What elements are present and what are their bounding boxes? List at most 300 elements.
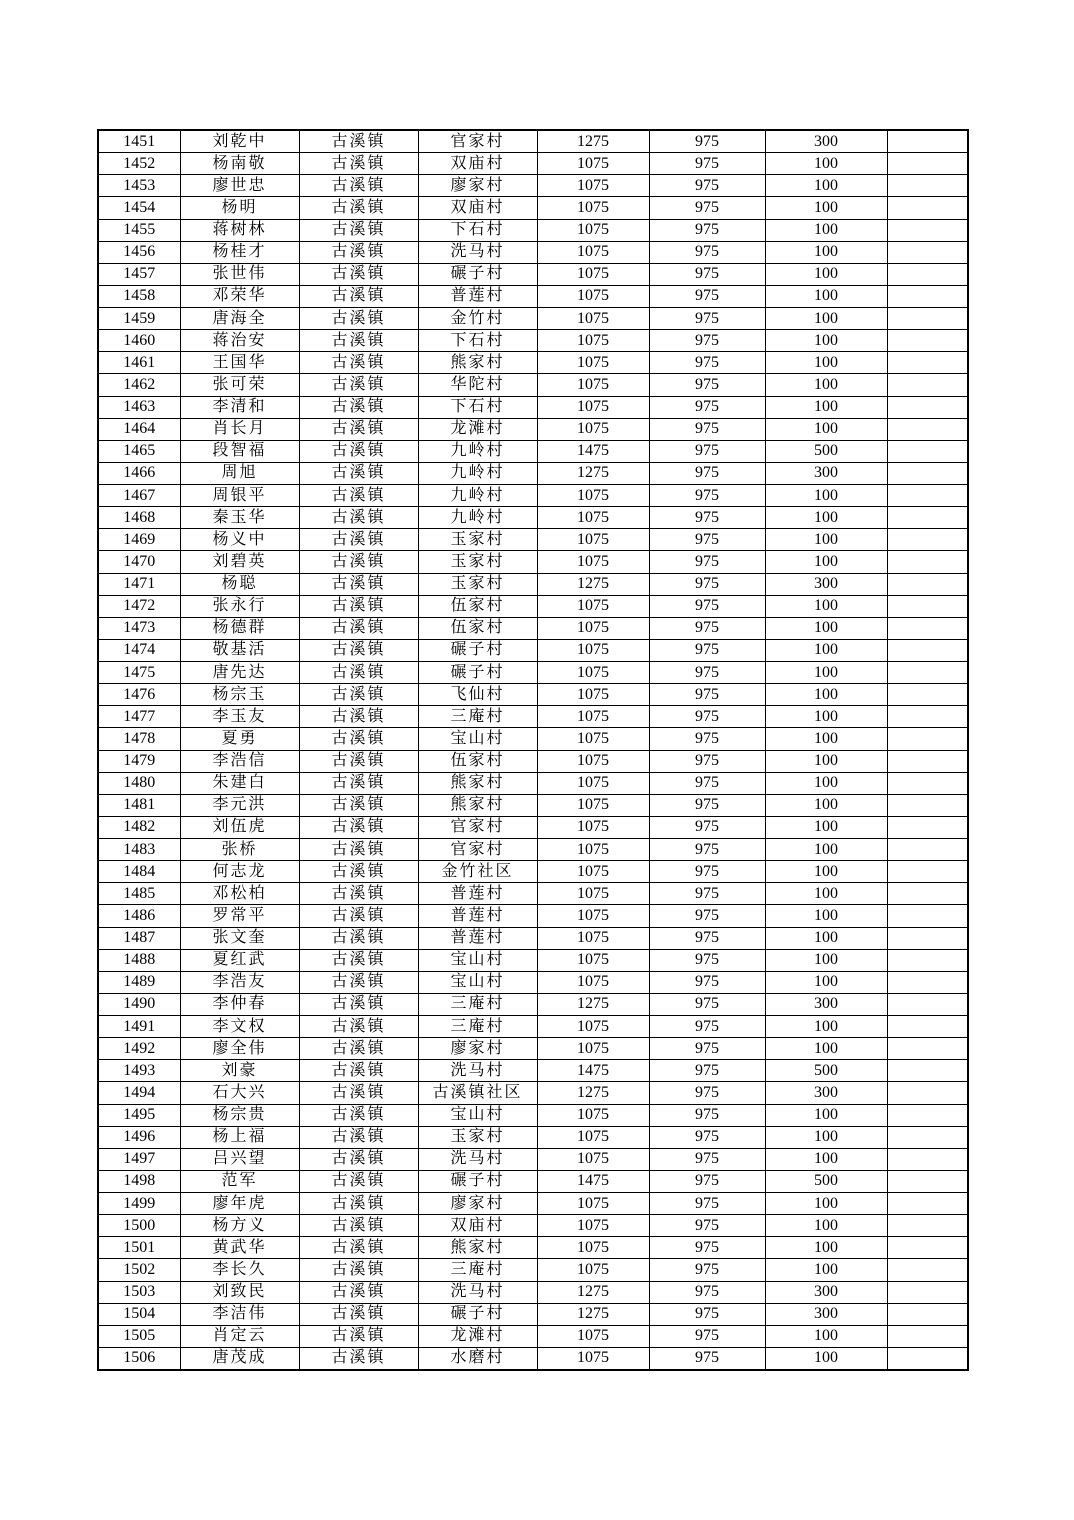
amount-base-cell: 975	[649, 507, 765, 529]
amount-base-cell: 975	[649, 529, 765, 551]
village-cell: 水磨村	[418, 1347, 537, 1370]
table-row	[98, 507, 968, 529]
amount-extra-cell: 100	[765, 684, 887, 706]
table-row	[98, 617, 968, 639]
remark-cell	[887, 1060, 968, 1082]
amount-total-cell: 1075	[537, 1347, 649, 1370]
town-cell: 古溪镇	[299, 816, 418, 838]
remark-cell	[887, 219, 968, 241]
town-cell: 古溪镇	[299, 197, 418, 219]
row-number-cell: 1469	[98, 529, 180, 551]
row-number-cell: 1465	[98, 440, 180, 462]
row-number-cell: 1498	[98, 1170, 180, 1192]
table-row	[98, 418, 968, 440]
amount-base-cell: 975	[649, 485, 765, 507]
town-cell: 古溪镇	[299, 529, 418, 551]
table-row	[98, 1215, 968, 1237]
amount-base-cell: 975	[649, 241, 765, 263]
amount-total-cell: 1075	[537, 1016, 649, 1038]
name-cell: 廖世忠	[180, 175, 299, 197]
amount-base-cell: 975	[649, 330, 765, 352]
row-number-cell: 1492	[98, 1038, 180, 1060]
row-number-cell: 1476	[98, 684, 180, 706]
row-number-cell: 1495	[98, 1104, 180, 1126]
table-row	[98, 772, 968, 794]
amount-base-cell: 975	[649, 374, 765, 396]
name-cell: 夏勇	[180, 728, 299, 750]
village-cell: 双庙村	[418, 1215, 537, 1237]
amount-extra-cell: 100	[765, 241, 887, 263]
name-cell: 张文奎	[180, 927, 299, 949]
village-cell: 宝山村	[418, 971, 537, 993]
town-cell: 古溪镇	[299, 1281, 418, 1303]
amount-extra-cell: 100	[765, 1259, 887, 1281]
town-cell: 古溪镇	[299, 839, 418, 861]
amount-base-cell: 975	[649, 662, 765, 684]
remark-cell	[887, 816, 968, 838]
amount-base-cell: 975	[649, 308, 765, 330]
village-cell: 九岭村	[418, 462, 537, 484]
town-cell: 古溪镇	[299, 905, 418, 927]
amount-extra-cell: 500	[765, 1060, 887, 1082]
amount-extra-cell: 300	[765, 1082, 887, 1104]
village-cell: 三庵村	[418, 1016, 537, 1038]
table-row	[98, 1325, 968, 1347]
amount-extra-cell: 100	[765, 352, 887, 374]
amount-base-cell: 975	[649, 1215, 765, 1237]
remark-cell	[887, 949, 968, 971]
town-cell: 古溪镇	[299, 573, 418, 595]
remark-cell	[887, 971, 968, 993]
town-cell: 古溪镇	[299, 728, 418, 750]
row-number-cell: 1501	[98, 1237, 180, 1259]
amount-extra-cell: 100	[765, 219, 887, 241]
amount-base-cell: 975	[649, 352, 765, 374]
remark-cell	[887, 728, 968, 750]
amount-base-cell: 975	[649, 1060, 765, 1082]
name-cell: 杨上福	[180, 1126, 299, 1148]
town-cell: 古溪镇	[299, 330, 418, 352]
table-row	[98, 374, 968, 396]
table-row	[98, 905, 968, 927]
village-cell: 碾子村	[418, 263, 537, 285]
row-number-cell: 1457	[98, 263, 180, 285]
table-row	[98, 1347, 968, 1370]
remark-cell	[887, 839, 968, 861]
town-cell: 古溪镇	[299, 175, 418, 197]
town-cell: 古溪镇	[299, 1325, 418, 1347]
village-cell: 古溪镇社区	[418, 1082, 537, 1104]
table-row	[98, 308, 968, 330]
table-row	[98, 839, 968, 861]
amount-extra-cell: 100	[765, 529, 887, 551]
village-cell: 玉家村	[418, 573, 537, 595]
village-cell: 官家村	[418, 130, 537, 153]
name-cell: 段智福	[180, 440, 299, 462]
amount-total-cell: 1075	[537, 153, 649, 175]
amount-extra-cell: 100	[765, 1347, 887, 1370]
row-number-cell: 1483	[98, 839, 180, 861]
row-number-cell: 1479	[98, 750, 180, 772]
village-cell: 熊家村	[418, 772, 537, 794]
amount-base-cell: 975	[649, 595, 765, 617]
amount-extra-cell: 300	[765, 130, 887, 153]
village-cell: 龙滩村	[418, 418, 537, 440]
amount-extra-cell: 100	[765, 1016, 887, 1038]
remark-cell	[887, 595, 968, 617]
row-number-cell: 1491	[98, 1016, 180, 1038]
remark-cell	[887, 1082, 968, 1104]
amount-extra-cell: 100	[765, 396, 887, 418]
amount-base-cell: 975	[649, 927, 765, 949]
amount-extra-cell: 100	[765, 485, 887, 507]
remark-cell	[887, 1303, 968, 1325]
town-cell: 古溪镇	[299, 285, 418, 307]
name-cell: 张世伟	[180, 263, 299, 285]
name-cell: 肖定云	[180, 1325, 299, 1347]
amount-base-cell: 975	[649, 440, 765, 462]
remark-cell	[887, 263, 968, 285]
remark-cell	[887, 639, 968, 661]
table-row	[98, 1060, 968, 1082]
amount-base-cell: 975	[649, 1104, 765, 1126]
amount-total-cell: 1075	[537, 595, 649, 617]
amount-total-cell: 1075	[537, 684, 649, 706]
town-cell: 古溪镇	[299, 684, 418, 706]
town-cell: 古溪镇	[299, 706, 418, 728]
town-cell: 古溪镇	[299, 1104, 418, 1126]
amount-total-cell: 1075	[537, 197, 649, 219]
row-number-cell: 1468	[98, 507, 180, 529]
table-row	[98, 1038, 968, 1060]
name-cell: 杨明	[180, 197, 299, 219]
table-body	[98, 130, 968, 1370]
amount-total-cell: 1275	[537, 1281, 649, 1303]
table-row	[98, 949, 968, 971]
town-cell: 古溪镇	[299, 1148, 418, 1170]
row-number-cell: 1499	[98, 1193, 180, 1215]
row-number-cell: 1452	[98, 153, 180, 175]
remark-cell	[887, 993, 968, 1015]
amount-extra-cell: 100	[765, 285, 887, 307]
name-cell: 王国华	[180, 352, 299, 374]
amount-total-cell: 1075	[537, 507, 649, 529]
town-cell: 古溪镇	[299, 551, 418, 573]
table-row	[98, 440, 968, 462]
name-cell: 杨方义	[180, 1215, 299, 1237]
remark-cell	[887, 175, 968, 197]
row-number-cell: 1485	[98, 883, 180, 905]
name-cell: 杨德群	[180, 617, 299, 639]
name-cell: 李仲春	[180, 993, 299, 1015]
remark-cell	[887, 462, 968, 484]
village-cell: 熊家村	[418, 794, 537, 816]
remark-cell	[887, 706, 968, 728]
amount-extra-cell: 500	[765, 440, 887, 462]
amount-base-cell: 975	[649, 1082, 765, 1104]
row-number-cell: 1472	[98, 595, 180, 617]
name-cell: 蒋治安	[180, 330, 299, 352]
amount-extra-cell: 100	[765, 1038, 887, 1060]
amount-extra-cell: 300	[765, 573, 887, 595]
amount-extra-cell: 100	[765, 706, 887, 728]
remark-cell	[887, 285, 968, 307]
amount-extra-cell: 100	[765, 639, 887, 661]
name-cell: 廖年虎	[180, 1193, 299, 1215]
remark-cell	[887, 153, 968, 175]
remark-cell	[887, 529, 968, 551]
village-cell: 碾子村	[418, 1303, 537, 1325]
row-number-cell: 1496	[98, 1126, 180, 1148]
remark-cell	[887, 1016, 968, 1038]
amount-base-cell: 975	[649, 1347, 765, 1370]
amount-base-cell: 975	[649, 130, 765, 153]
amount-total-cell: 1075	[537, 617, 649, 639]
amount-base-cell: 975	[649, 839, 765, 861]
name-cell: 张桥	[180, 839, 299, 861]
amount-extra-cell: 100	[765, 617, 887, 639]
amount-total-cell: 1075	[537, 1193, 649, 1215]
amount-total-cell: 1275	[537, 462, 649, 484]
name-cell: 蒋树林	[180, 219, 299, 241]
amount-total-cell: 1075	[537, 750, 649, 772]
town-cell: 古溪镇	[299, 927, 418, 949]
remark-cell	[887, 1148, 968, 1170]
row-number-cell: 1493	[98, 1060, 180, 1082]
amount-total-cell: 1075	[537, 662, 649, 684]
amount-base-cell: 975	[649, 418, 765, 440]
remark-cell	[887, 1281, 968, 1303]
town-cell: 古溪镇	[299, 750, 418, 772]
village-cell: 玉家村	[418, 529, 537, 551]
amount-base-cell: 975	[649, 285, 765, 307]
village-cell: 三庵村	[418, 1259, 537, 1281]
village-cell: 洗马村	[418, 1060, 537, 1082]
remark-cell	[887, 1347, 968, 1370]
amount-extra-cell: 100	[765, 374, 887, 396]
remark-cell	[887, 1038, 968, 1060]
amount-total-cell: 1475	[537, 1170, 649, 1192]
name-cell: 石大兴	[180, 1082, 299, 1104]
amount-extra-cell: 100	[765, 1126, 887, 1148]
village-cell: 金竹村	[418, 308, 537, 330]
town-cell: 古溪镇	[299, 308, 418, 330]
village-cell: 宝山村	[418, 949, 537, 971]
name-cell: 张永行	[180, 595, 299, 617]
town-cell: 古溪镇	[299, 1303, 418, 1325]
amount-total-cell: 1075	[537, 529, 649, 551]
name-cell: 范军	[180, 1170, 299, 1192]
town-cell: 古溪镇	[299, 219, 418, 241]
row-number-cell: 1500	[98, 1215, 180, 1237]
table-row	[98, 197, 968, 219]
table-row	[98, 219, 968, 241]
name-cell: 刘致民	[180, 1281, 299, 1303]
town-cell: 古溪镇	[299, 883, 418, 905]
amount-extra-cell: 300	[765, 1303, 887, 1325]
row-number-cell: 1478	[98, 728, 180, 750]
remark-cell	[887, 1215, 968, 1237]
row-number-cell: 1473	[98, 617, 180, 639]
name-cell: 朱建白	[180, 772, 299, 794]
village-cell: 官家村	[418, 816, 537, 838]
table-row	[98, 153, 968, 175]
town-cell: 古溪镇	[299, 1237, 418, 1259]
amount-total-cell: 1075	[537, 1104, 649, 1126]
name-cell: 李文权	[180, 1016, 299, 1038]
town-cell: 古溪镇	[299, 374, 418, 396]
village-cell: 普莲村	[418, 905, 537, 927]
table-row	[98, 573, 968, 595]
name-cell: 杨聪	[180, 573, 299, 595]
village-cell: 九岭村	[418, 440, 537, 462]
village-cell: 伍家村	[418, 617, 537, 639]
amount-base-cell: 975	[649, 993, 765, 1015]
town-cell: 古溪镇	[299, 263, 418, 285]
row-number-cell: 1503	[98, 1281, 180, 1303]
name-cell: 刘伍虎	[180, 816, 299, 838]
amount-base-cell: 975	[649, 1303, 765, 1325]
amount-extra-cell: 100	[765, 551, 887, 573]
town-cell: 古溪镇	[299, 639, 418, 661]
village-cell: 普莲村	[418, 927, 537, 949]
town-cell: 古溪镇	[299, 130, 418, 153]
name-cell: 李洁伟	[180, 1303, 299, 1325]
remark-cell	[887, 772, 968, 794]
village-cell: 官家村	[418, 839, 537, 861]
amount-extra-cell: 100	[765, 949, 887, 971]
village-cell: 宝山村	[418, 1104, 537, 1126]
town-cell: 古溪镇	[299, 241, 418, 263]
name-cell: 杨义中	[180, 529, 299, 551]
name-cell: 张可荣	[180, 374, 299, 396]
town-cell: 古溪镇	[299, 1215, 418, 1237]
town-cell: 古溪镇	[299, 1126, 418, 1148]
amount-total-cell: 1075	[537, 1148, 649, 1170]
row-number-cell: 1461	[98, 352, 180, 374]
town-cell: 古溪镇	[299, 794, 418, 816]
row-number-cell: 1453	[98, 175, 180, 197]
row-number-cell: 1477	[98, 706, 180, 728]
table-row	[98, 1259, 968, 1281]
amount-extra-cell: 300	[765, 1281, 887, 1303]
name-cell: 秦玉华	[180, 507, 299, 529]
amount-extra-cell: 100	[765, 175, 887, 197]
town-cell: 古溪镇	[299, 1060, 418, 1082]
amount-total-cell: 1075	[537, 639, 649, 661]
amount-total-cell: 1075	[537, 728, 649, 750]
amount-total-cell: 1275	[537, 573, 649, 595]
table-row	[98, 462, 968, 484]
amount-extra-cell: 100	[765, 1148, 887, 1170]
row-number-cell: 1481	[98, 794, 180, 816]
amount-total-cell: 1275	[537, 130, 649, 153]
row-number-cell: 1471	[98, 573, 180, 595]
amount-base-cell: 975	[649, 1259, 765, 1281]
village-cell: 下石村	[418, 219, 537, 241]
remark-cell	[887, 1237, 968, 1259]
amount-base-cell: 975	[649, 883, 765, 905]
village-cell: 洗马村	[418, 241, 537, 263]
amount-total-cell: 1075	[537, 330, 649, 352]
row-number-cell: 1470	[98, 551, 180, 573]
remark-cell	[887, 905, 968, 927]
town-cell: 古溪镇	[299, 507, 418, 529]
remark-cell	[887, 1259, 968, 1281]
name-cell: 唐海全	[180, 308, 299, 330]
town-cell: 古溪镇	[299, 1170, 418, 1192]
amount-base-cell: 975	[649, 153, 765, 175]
amount-extra-cell: 100	[765, 263, 887, 285]
amount-base-cell: 975	[649, 197, 765, 219]
village-cell: 下石村	[418, 396, 537, 418]
amount-extra-cell: 500	[765, 1170, 887, 1192]
amount-base-cell: 975	[649, 1325, 765, 1347]
town-cell: 古溪镇	[299, 462, 418, 484]
table-row	[98, 1016, 968, 1038]
amount-base-cell: 975	[649, 772, 765, 794]
village-cell: 九岭村	[418, 485, 537, 507]
row-number-cell: 1451	[98, 130, 180, 153]
village-cell: 廖家村	[418, 1193, 537, 1215]
amount-total-cell: 1075	[537, 971, 649, 993]
amount-total-cell: 1475	[537, 440, 649, 462]
row-number-cell: 1497	[98, 1148, 180, 1170]
amount-extra-cell: 100	[765, 971, 887, 993]
town-cell: 古溪镇	[299, 1016, 418, 1038]
amount-total-cell: 1075	[537, 816, 649, 838]
name-cell: 吕兴望	[180, 1148, 299, 1170]
village-cell: 碾子村	[418, 662, 537, 684]
amount-base-cell: 975	[649, 639, 765, 661]
amount-extra-cell: 100	[765, 1325, 887, 1347]
amount-extra-cell: 100	[765, 927, 887, 949]
amount-total-cell: 1075	[537, 175, 649, 197]
village-cell: 熊家村	[418, 352, 537, 374]
row-number-cell: 1464	[98, 418, 180, 440]
amount-extra-cell: 100	[765, 772, 887, 794]
amount-base-cell: 975	[649, 750, 765, 772]
remark-cell	[887, 308, 968, 330]
table-row	[98, 728, 968, 750]
village-cell: 碾子村	[418, 1170, 537, 1192]
table-row	[98, 1237, 968, 1259]
amount-extra-cell: 100	[765, 1104, 887, 1126]
amount-total-cell: 1075	[537, 949, 649, 971]
amount-base-cell: 975	[649, 949, 765, 971]
town-cell: 古溪镇	[299, 418, 418, 440]
table-row	[98, 794, 968, 816]
table-row	[98, 706, 968, 728]
amount-extra-cell: 100	[765, 662, 887, 684]
remark-cell	[887, 927, 968, 949]
name-cell: 唐茂成	[180, 1347, 299, 1370]
row-number-cell: 1466	[98, 462, 180, 484]
town-cell: 古溪镇	[299, 1347, 418, 1370]
name-cell: 邓松柏	[180, 883, 299, 905]
village-cell: 龙滩村	[418, 1325, 537, 1347]
name-cell: 李浩友	[180, 971, 299, 993]
row-number-cell: 1502	[98, 1259, 180, 1281]
village-cell: 伍家村	[418, 750, 537, 772]
amount-total-cell: 1075	[537, 418, 649, 440]
remark-cell	[887, 1325, 968, 1347]
remark-cell	[887, 1170, 968, 1192]
row-number-cell: 1487	[98, 927, 180, 949]
amount-base-cell: 975	[649, 462, 765, 484]
amount-total-cell: 1075	[537, 485, 649, 507]
table-row	[98, 750, 968, 772]
